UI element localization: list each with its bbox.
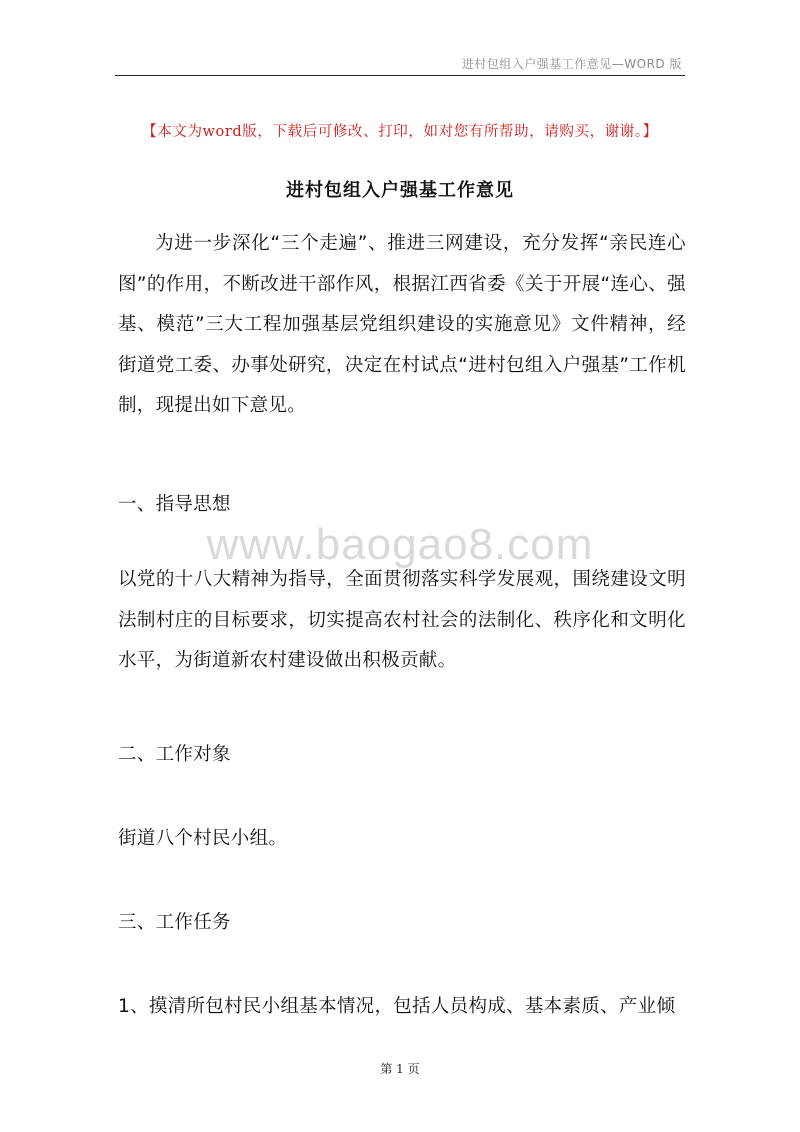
section-heading-work-tasks: 三、工作任务 <box>118 912 231 933</box>
page-number: 第 1 页 <box>380 1062 420 1076</box>
header-divider <box>115 75 685 76</box>
running-header: 进村包组入户强基工作意见—WORD 版 <box>461 57 682 71</box>
purchase-notice: 【本文为word版，下载后可修改、打印，如对您有所帮助，请购买，谢谢。】 <box>142 124 658 140</box>
section-body-work-tasks: 1、摸清所包村民小组基本情况，包括人员构成、基本素质、产业倾 <box>118 996 676 1017</box>
section-body-guiding-thought: 以党的十八大精神为指导，全面贯彻落实科学发展观，围绕建设文明法制村庄的目标要求，切实提高农村社会的法制化、秩序化和文明化水平，为街道新农村建设做出积极贡献。 <box>118 569 686 671</box>
section-body-work-targets: 街道八个村民小组。 <box>118 828 288 849</box>
section-heading-work-targets: 二、工作对象 <box>118 744 231 765</box>
document-title: 进村包组入户强基工作意见 <box>286 180 514 201</box>
site-watermark: www.baogao8.com <box>206 520 594 569</box>
section-heading-guiding-thought: 一、指导思想 <box>118 494 231 515</box>
intro-paragraph: 为进一步深化“三个走遍”、推进三网建设，充分发挥“亲民连心图”的作用，不断改进干部作风，根据江西省委《关于开展“连心、强基、模范”三大工程加强基层党组织建设的实施意见》文件精神，经街道党工委、办事处研究，决定在村试点“进村包组入户强基”工作机制，现提出如下意见。 <box>118 233 686 416</box>
